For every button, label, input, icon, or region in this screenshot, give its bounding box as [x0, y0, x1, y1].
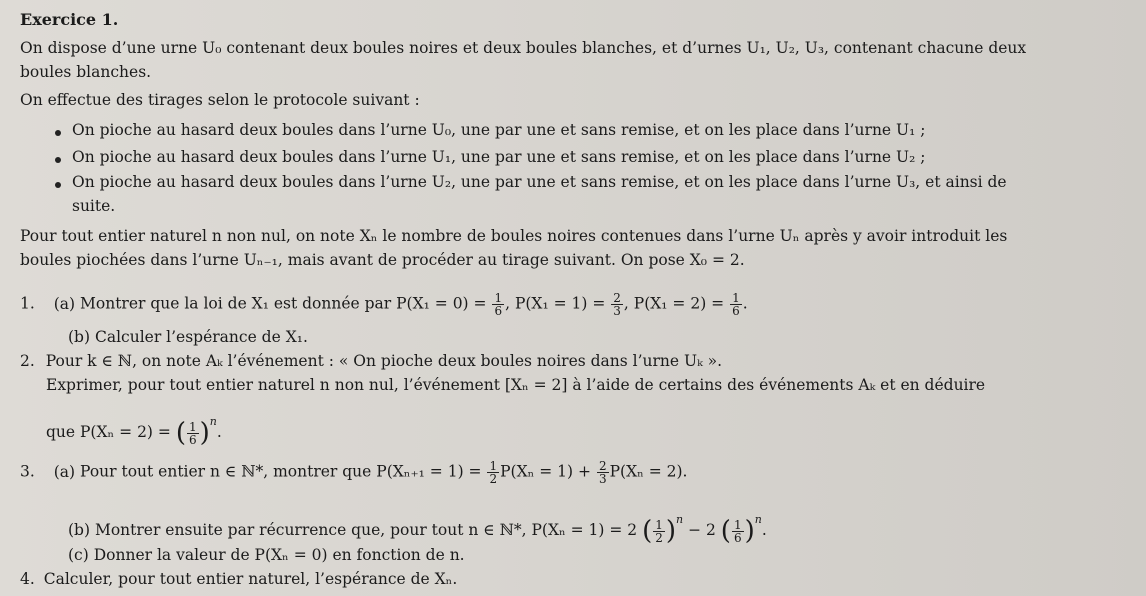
q4-text: Calculer, pour tout entier naturel, l’espérance de Xₙ. — [43, 570, 458, 588]
question-number: 3. — [20, 462, 35, 481]
exponent: n — [209, 415, 217, 428]
bullet-item-3: On pioche au hasard deux boules dans l’urne U₂, une par une et sans remise, et on les place dans l’urne U₃, et ainsi de — [72, 173, 1007, 191]
q2-line-1: Pour k ∈ ℕ, on note Aₖ l’événement : « On pioche deux boules noires dans l’urne Uₖ ». — [45, 352, 723, 370]
definition-line-2: boules piochées dans l’urne Uₙ₋₁, mais avant de procéder au tirage suivant. On pose X₀ = 2. — [20, 251, 745, 269]
intro-line-1: On dispose d’une urne U₀ contenant deux boules noires et deux boules blanches, et d’urnes U₁, U₂, U₃, contenant chacune deux — [20, 39, 1027, 57]
question-2 — [20, 351, 722, 371]
question-number: 4. — [20, 570, 35, 588]
q3a-end: P(Xₙ = 2). — [609, 462, 688, 481]
q1b-text: Calculer l’espérance de X₁. — [94, 328, 308, 346]
intro-line-2: boules blanches. — [20, 63, 152, 81]
sub-label: (a) — [53, 462, 76, 481]
q3a-mid: P(Xₙ = 1) + — [500, 462, 592, 481]
bullet-icon — [55, 130, 61, 136]
question-3b: (b) Montrer ensuite par récurrence que, pour tout n ∈ ℕ*, P(Xₙ = 1) = 2 ( $\frac{1}{2}$ )$^n$ − 2 ( $\frac{1}{6}$ )$^n$. — [68, 513, 767, 546]
bullet-icon — [55, 182, 61, 188]
intro-line-3: On effectue des tirages selon le protocole suivant : — [20, 91, 420, 109]
bullet-item-3-cont: suite. — [72, 197, 116, 215]
q3b-end: . — [761, 521, 767, 539]
question-number: 2. — [20, 352, 35, 370]
question-1b — [68, 327, 308, 347]
bullet-item-1: On pioche au hasard deux boules dans l’urne U₀, une par une et sans remise, et on les place dans l’urne U₁ ; — [72, 121, 926, 139]
sub-label: (a) — [53, 294, 76, 313]
q1a-mid-2: , P(X₁ = 2) = — [623, 294, 725, 313]
q1a-end: . — [742, 294, 748, 313]
question-1 — [20, 292, 748, 317]
question-3c — [68, 545, 465, 565]
q1a-mid-1: , P(X₁ = 1) = — [505, 294, 606, 313]
q3b-mid: − 2 — [688, 521, 716, 539]
fraction: $\frac{2}{3}$ — [613, 291, 621, 318]
fraction: $\frac{1}{6}$ — [732, 291, 740, 318]
q2-end: . — [216, 423, 222, 441]
exponent: n — [754, 513, 762, 526]
sub-label: (c) — [68, 546, 89, 564]
sub-label: (b) — [68, 521, 91, 539]
exponent: n — [676, 513, 684, 526]
definition-line-1: Pour tout entier naturel n non nul, on note Xₙ le nombre de boules noires contenues dans l’urne Uₙ après y avoir introduit les — [20, 227, 1008, 245]
fraction: $\frac{1}{6}$ — [188, 419, 197, 447]
q2-line-3-text: que P(Xₙ = 2) = — [46, 423, 171, 441]
q2-line-3: que P(Xₙ = 2) = ( $\frac{1}{6}$ )$^n$. — [46, 415, 222, 448]
question-3a — [20, 460, 688, 485]
fraction: $\frac{1}{2}$ — [655, 517, 663, 545]
bullet-item-2: On pioche au hasard deux boules dans l’urne U₁, une par une et sans remise, et on les place dans l’urne U₂ ; — [72, 148, 926, 166]
fraction: $\frac{1}{2}$ — [489, 459, 498, 486]
sub-label: (b) — [68, 328, 91, 346]
fraction: $\frac{2}{3}$ — [598, 459, 607, 486]
q3b-text: Montrer ensuite par récurrence que, pour tout n ∈ ℕ*, P(Xₙ = 1) = 2 — [94, 521, 638, 539]
q1a-text: Montrer que la loi de X₁ est donnée par P(X₁ = 0) = — [80, 294, 487, 313]
fraction: $\frac{1}{6}$ — [733, 517, 742, 545]
q3c-text: Donner la valeur de P(Xₙ = 0) en fonction de n. — [93, 546, 465, 564]
exercise-title: Exercice 1. — [20, 10, 119, 29]
q3a-text: Pour tout entier n ∈ ℕ*, montrer que P(Xₙ₊₁ = 1) = — [80, 462, 482, 481]
fraction: $\frac{1}{6}$ — [494, 291, 503, 318]
question-number: 1. — [20, 294, 35, 313]
question-4 — [20, 569, 457, 589]
bullet-icon — [55, 157, 61, 163]
q2-line-2: Exprimer, pour tout entier naturel n non nul, l’événement [Xₙ = 2] à l’aide de certains des événements Aₖ et en déduire — [46, 376, 986, 394]
